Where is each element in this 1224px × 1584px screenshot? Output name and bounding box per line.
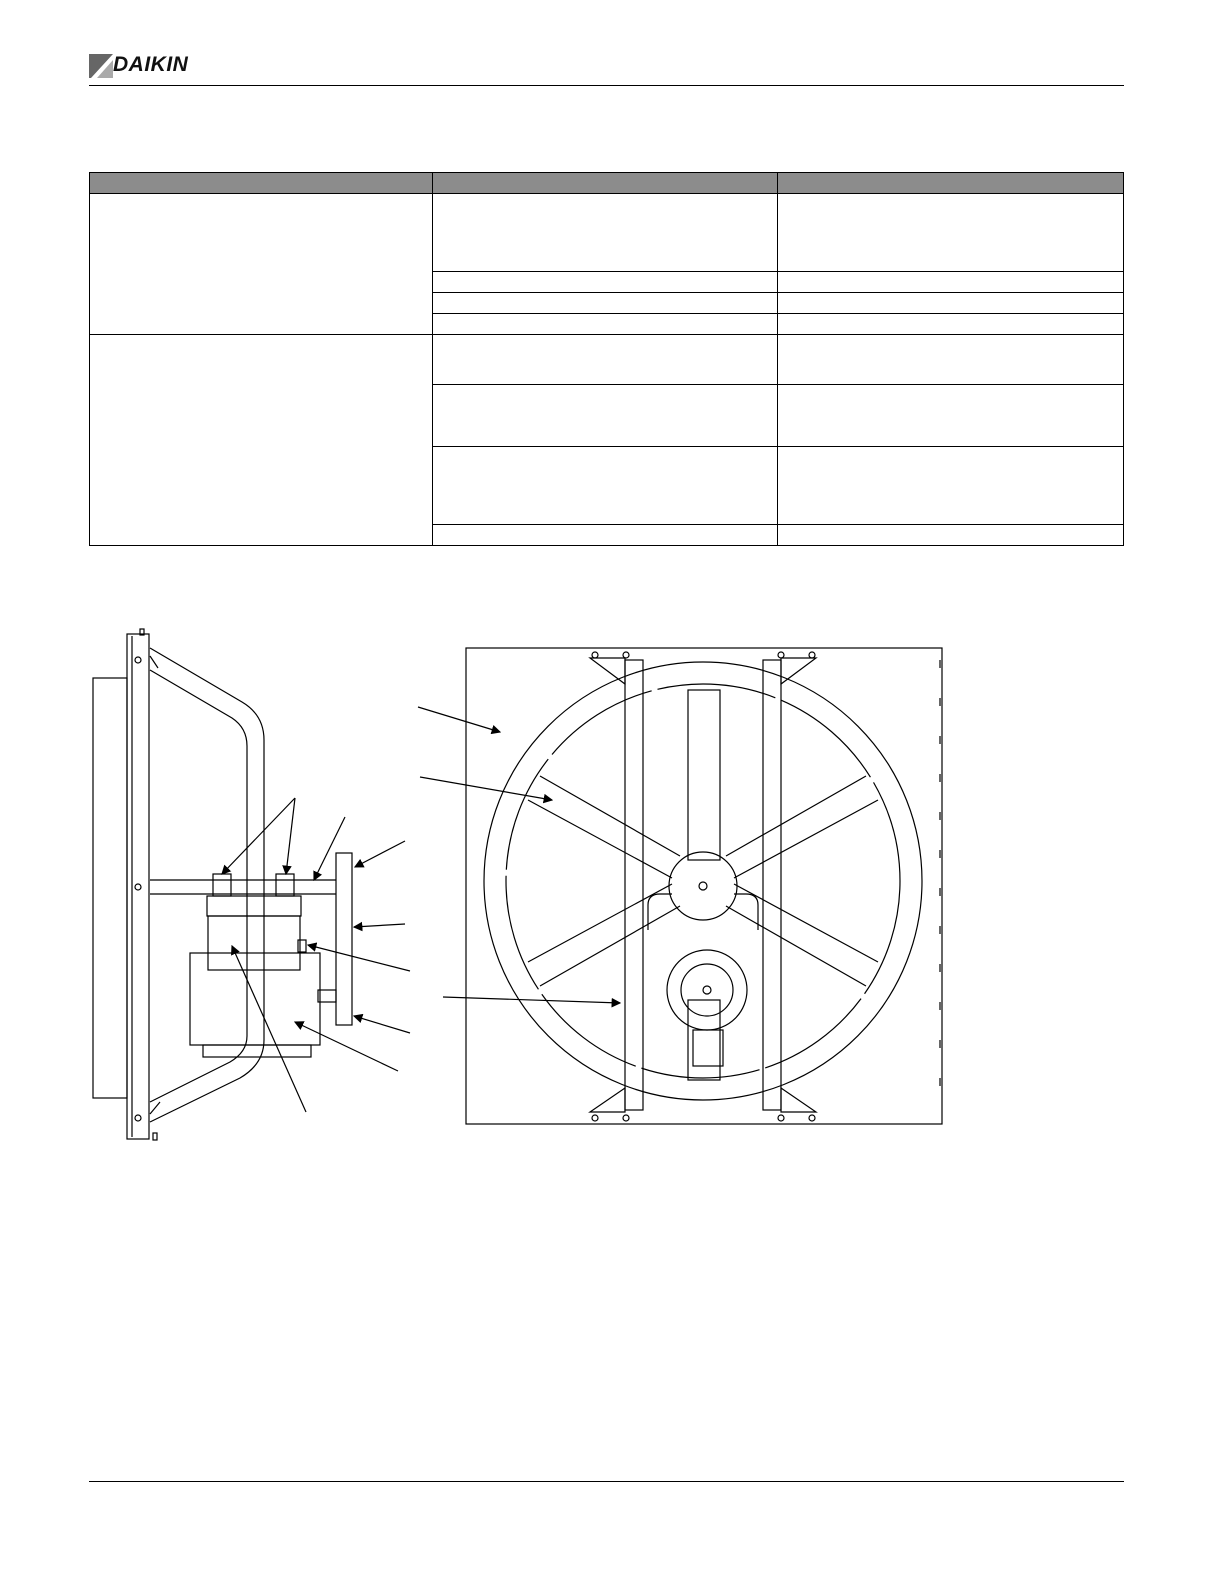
fan-drawing: [0, 620, 1224, 1160]
table-cell: [433, 385, 777, 447]
daikin-logo: [89, 51, 219, 81]
table-cell: [433, 314, 777, 335]
logo-text: DAIKIN: [113, 53, 189, 76]
table-header-row: [90, 173, 1124, 194]
table-cell: [433, 272, 777, 293]
spec-table: [89, 172, 1124, 546]
page-header: [0, 0, 1224, 90]
table-cell: [433, 447, 777, 525]
table-cell: [777, 447, 1123, 525]
table-cell: [777, 194, 1123, 272]
table-header-cell: [433, 173, 777, 194]
table-cell: [777, 525, 1123, 546]
table-cell: [777, 293, 1123, 314]
table-cell: [777, 272, 1123, 293]
table-cell: [777, 314, 1123, 335]
side-view: [93, 629, 410, 1140]
fan-assembly-figure: [0, 620, 1224, 1160]
table-cell-group: [90, 335, 433, 546]
table-header-cell: [777, 173, 1123, 194]
table-row: [90, 335, 1124, 385]
table-cell: [433, 293, 777, 314]
table-cell-group: [90, 194, 433, 335]
header-rule: [89, 85, 1124, 86]
table-header-cell: [90, 173, 433, 194]
footer-rule: [89, 1481, 1124, 1482]
table-cell: [777, 385, 1123, 447]
front-view: [418, 648, 942, 1124]
table-cell: [433, 525, 777, 546]
table-cell: [777, 335, 1123, 385]
table-row: [90, 194, 1124, 272]
table-cell: [433, 335, 777, 385]
table-cell: [433, 194, 777, 272]
